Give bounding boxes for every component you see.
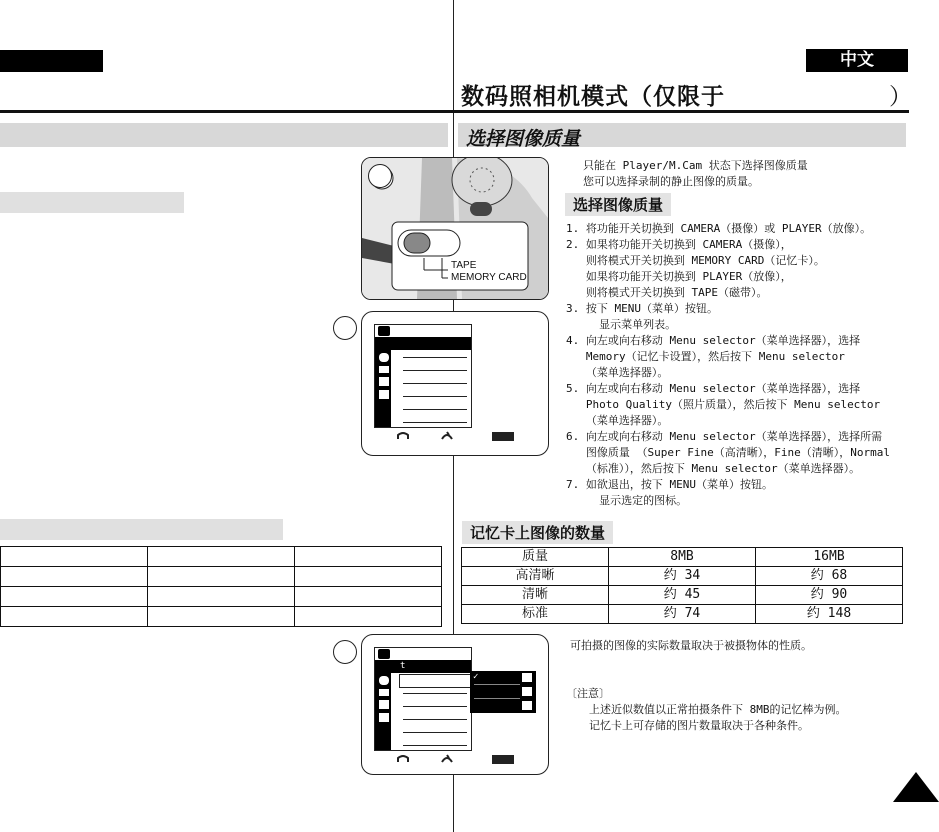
intro-line-2: 您可以选择录制的静止图像的质量。 (583, 175, 759, 188)
table-row (462, 586, 903, 605)
tv-icon (379, 377, 389, 386)
select-icon (440, 754, 454, 764)
note-label: 〔注意〕 (566, 687, 610, 700)
step-line: （菜单选择器）。 (566, 414, 669, 427)
table-header-cell: 16MB (756, 548, 903, 567)
step-line: 则将模式开关切换到 TAPE（磁带）。 (566, 286, 768, 299)
table-cell: 清晰 (462, 586, 609, 605)
step-line: 2. 如果将功能开关切换到 CAMERA（摄像）， (566, 238, 792, 251)
step-line: 显示菜单列表。 (566, 318, 677, 331)
table-cell: 标准 (462, 605, 609, 624)
step-line: 显示选定的图标。 (566, 494, 688, 507)
step-circle-marker (368, 164, 392, 188)
step-line: 1. 将功能开关切换到 CAMERA（摄像）或 PLAYER（放像）。 (566, 222, 872, 235)
language-badge: 中文 (806, 49, 908, 72)
subhead-image-count: 记忆卡上图像的数量 (462, 521, 613, 544)
label-tape: TAPE (451, 260, 477, 271)
step-line: 7. 如欲退出，按下 MENU（菜单）按钮。 (566, 478, 773, 491)
quality-submenu (470, 671, 536, 713)
table-row (1, 547, 442, 567)
figure-menu-screen (361, 311, 549, 456)
step-line: 则将模式开关切换到 MEMORY CARD（记忆卡）。 (566, 254, 825, 267)
step-line: 图像质量 （Super Fine（高清晰），Fine（清晰），Normal (566, 446, 890, 459)
memory-icon (379, 366, 389, 373)
lcd-quality-menu (374, 647, 472, 751)
step-circle-marker (333, 316, 357, 340)
step-line: 5. 向左或向右移动 Menu selector（菜单选择器），选择 (566, 382, 861, 395)
note-main: 可拍摄的图像的实际数量取决于被摄物体的性质。 (570, 639, 812, 652)
camera-icon (378, 326, 390, 336)
table-header-cell: 8MB (609, 548, 756, 567)
note-line-2: 记忆卡上可存储的图片数量取决于各种条件。 (589, 719, 809, 732)
return-icon (396, 754, 410, 764)
subsection-band-left-1 (0, 192, 184, 213)
menu-button-icon (492, 755, 514, 764)
check-icon: ✓ (473, 672, 479, 682)
step-line: Memory（记忆卡设置），然后按下 Menu selector (566, 350, 845, 363)
step-circle-marker (333, 640, 357, 664)
step-line: 6. 向左或向右移动 Menu selector（菜单选择器），选择所需 (566, 430, 883, 443)
menu-highlight (399, 674, 473, 688)
section-title: 选择图像质量 (466, 128, 581, 150)
memory-icon (379, 689, 389, 696)
fine-icon (522, 687, 532, 696)
image-count-table (461, 547, 903, 624)
table-row (462, 605, 903, 624)
step-line: 如果将功能开关切换到 PLAYER（放像）， (566, 270, 792, 283)
step-line: 4. 向左或向右移动 Menu selector（菜单选择器），选择 (566, 334, 861, 347)
header-rule (0, 110, 909, 113)
table-cell: 约 90 (756, 586, 903, 605)
step-line: Photo Quality（照片质量），然后按下 Menu selector (566, 398, 881, 411)
left-quality-table (0, 546, 442, 627)
step-line: 3. 按下 MENU（菜单）按钮。 (566, 302, 718, 315)
tv-icon (379, 700, 389, 709)
table-cell: 约 74 (609, 605, 756, 624)
gear-icon (379, 713, 389, 722)
page-title: 数码照相机模式（仅限于 (461, 83, 725, 110)
camera-mode-icon (379, 676, 389, 685)
table-row (1, 567, 442, 587)
table-row (1, 587, 442, 607)
return-icon (396, 431, 410, 441)
note-line-1: 上述近似数值以正常拍摄条件下 8MB的记忆棒为例。 (589, 703, 847, 716)
page-corner-triangle-icon (893, 772, 939, 802)
lcd-menu (374, 324, 472, 428)
table-header-cell: 质量 (462, 548, 609, 567)
language-bar-left (0, 50, 103, 72)
figure-quality-menu (361, 634, 549, 775)
table-cell: 约 34 (609, 567, 756, 586)
table-row (462, 567, 903, 586)
table-cell: 约 45 (609, 586, 756, 605)
step-line: （标准）），然后按下 Menu selector（菜单选择器）。 (566, 462, 861, 475)
table-row (1, 607, 442, 627)
subsection-band-left-2 (0, 519, 283, 540)
page-title-close: ） (889, 84, 912, 110)
camera-mode-icon (379, 353, 389, 362)
super-fine-icon (522, 673, 532, 682)
intro-line-1: 只能在 Player/M.Cam 状态下选择图像质量 (583, 159, 808, 172)
subhead-select-quality: 选择图像质量 (565, 193, 671, 216)
normal-icon (522, 701, 532, 710)
gear-icon (379, 390, 389, 399)
table-cell: 高清晰 (462, 567, 609, 586)
table-header-row (462, 548, 903, 567)
section-band-left (0, 123, 448, 147)
table-cell: 约 148 (756, 605, 903, 624)
menu-button-icon (492, 432, 514, 441)
menu-item-text: t (400, 661, 406, 671)
label-memory-card: MEMORY CARD (451, 272, 527, 283)
camera-icon (378, 649, 390, 659)
step-line: （菜单选择器）。 (566, 366, 669, 379)
table-cell: 约 68 (756, 567, 903, 586)
select-icon (440, 431, 454, 441)
